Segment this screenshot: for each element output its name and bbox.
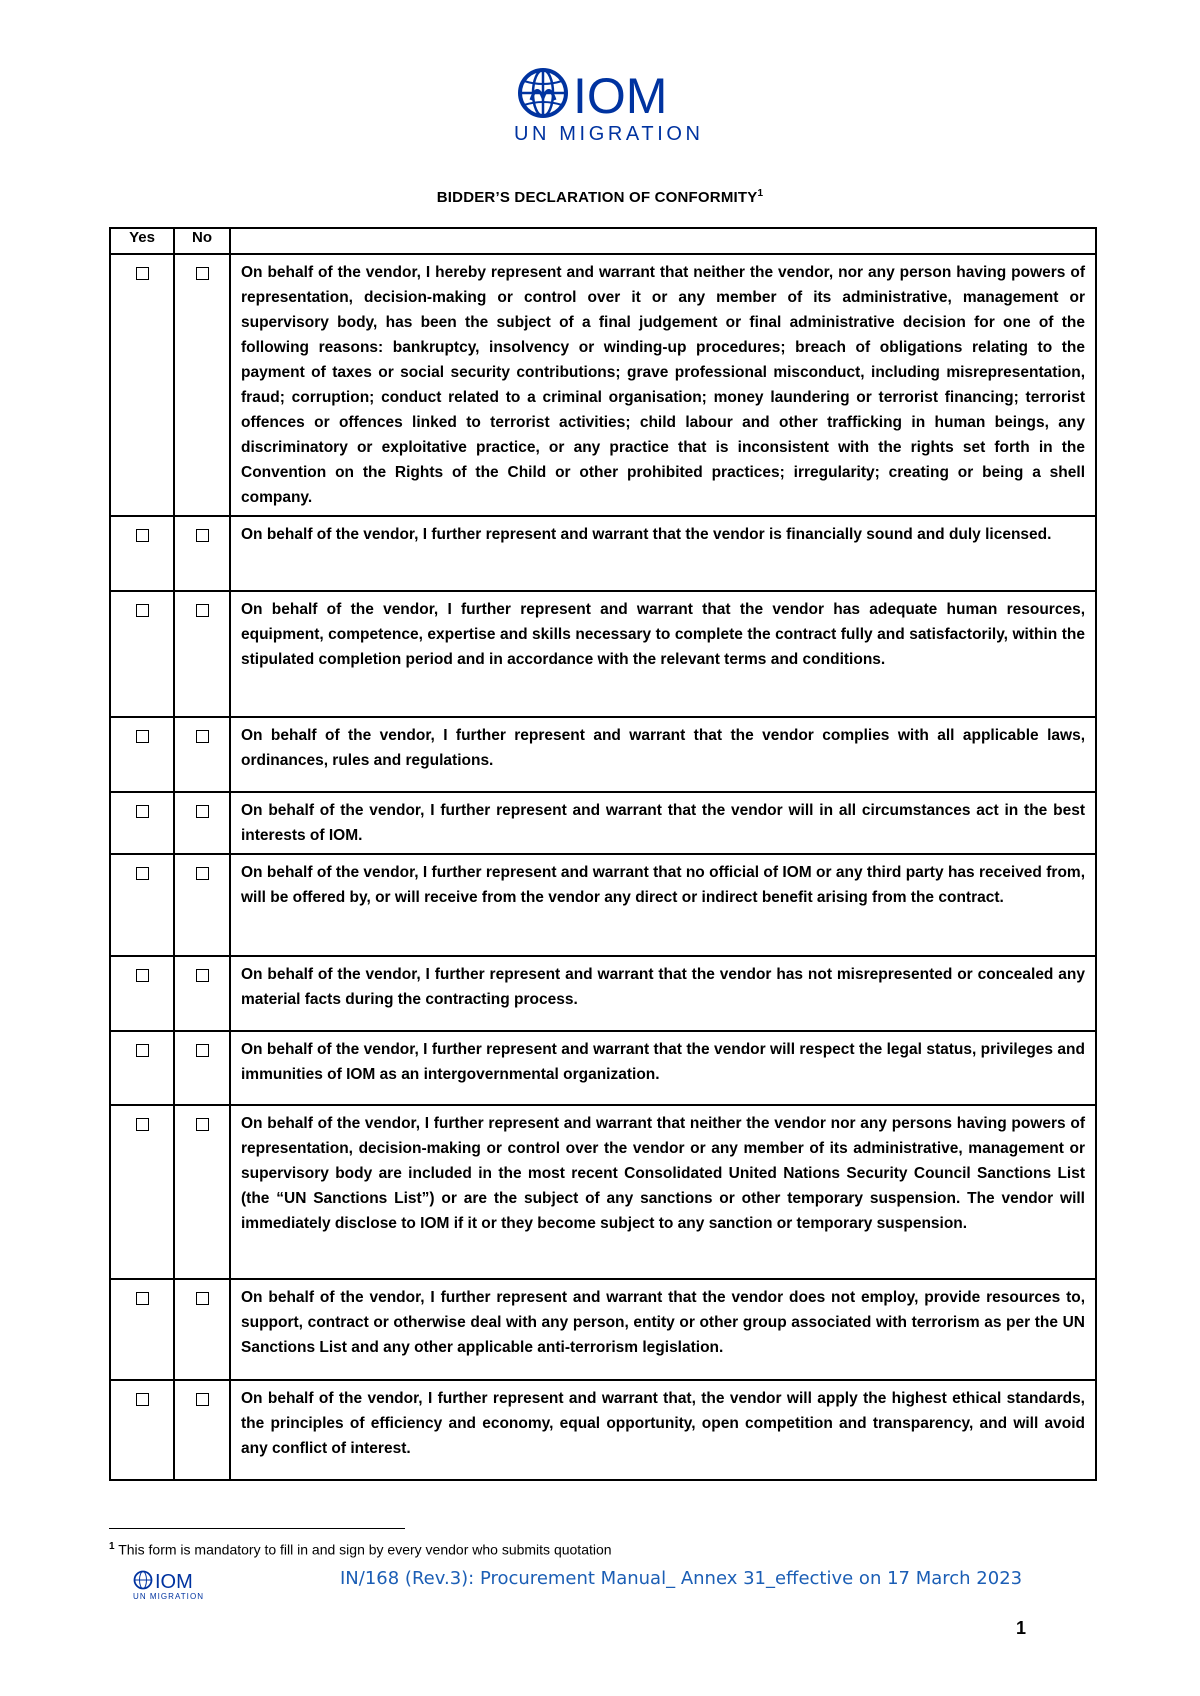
title-footnote-ref: 1 [757,188,764,199]
statement-text: On behalf of the vendor, I further represent and warrant that neither the vendor nor any persons having powers of representation, decision-making or control over the vendor or any member of its administrative, management or supervisory body are included in the most recent Consolidated United Nations Security Council Sanctions List (the “UN Sanctions List”) or are the subject of any sanctions or other temporary suspension. The vendor will immediately disclose to IOM if it or they become subject to any sanction or temporary suspension. [230,1105,1096,1279]
no-checkbox[interactable] [196,867,209,880]
logo-wordmark: IOM [573,68,668,124]
yes-checkbox[interactable] [136,1118,149,1131]
footnote-ref: 1 [109,1541,115,1552]
no-checkbox[interactable] [196,1393,209,1406]
declaration-table [109,227,1097,1481]
yes-cell [110,591,174,717]
yes-cell [110,717,174,792]
yes-checkbox[interactable] [136,267,149,280]
statement-text: On behalf of the vendor, I further represent and warrant that the vendor does not employ, provide resources to, support, contract or otherwise deal with any person, entity or other group associated with terrorism as per the UN Sanctions List and any other applicable anti-terrorism legislation. [230,1279,1096,1380]
no-cell [174,1105,230,1279]
no-checkbox[interactable] [196,1044,209,1057]
col-header-yes: Yes [110,228,174,254]
logo-subtitle: UN MIGRATION [514,123,700,144]
table-row [110,1031,1096,1105]
iom-logo [513,68,703,144]
table-row [110,1105,1096,1279]
yes-cell [110,254,174,516]
table-row [110,1380,1096,1480]
no-cell [174,591,230,717]
statement-text: On behalf of the vendor, I further represent and warrant that the vendor complies with all applicable laws, ordinances, rules and regulations. [230,717,1096,792]
footer-globe-icon [135,1572,152,1589]
globe-icon [520,70,566,116]
footer-logo-wordmark: IOM [155,1571,193,1593]
no-checkbox[interactable] [196,1292,209,1305]
yes-checkbox[interactable] [136,805,149,818]
table-row [110,254,1096,516]
yes-checkbox[interactable] [136,1044,149,1057]
col-header-statement [230,228,1096,254]
no-checkbox[interactable] [196,730,209,743]
title-text: BIDDER’S DECLARATION OF CONFORMITY [436,189,758,206]
footer-document-reference: IN/168 (Rev.3): Procurement Manual_ Annex 31_effective on 17 March 2023 [340,1568,1023,1589]
page-number: 1 [1016,1618,1027,1638]
yes-cell [110,1279,174,1380]
table-row [110,854,1096,956]
no-cell [174,792,230,854]
yes-checkbox[interactable] [136,867,149,880]
footer-logo-subtitle: UN MIGRATION [133,1592,203,1601]
statement-text: On behalf of the vendor, I hereby represent and warrant that neither the vendor, nor any person having powers of representation, decision-making or control over it or any member of its administrative, management or supervisory body, has been the subject of a final judgement or final administrative decision for one of the following reasons: bankruptcy, insolvency or winding-up procedures; breach of obligations relating to the payment of taxes or social security contributions; grave professional misconduct, including misrepresentation, fraud; corruption; conduct related to a criminal organisation; money laundering or terrorist financing; terrorist offences or offences linked to terrorist activities; child labour and other trafficking in human beings, any discriminatory or exploitative practice, or any practice that is inconsistent with the rights set forth in the Convention on the Rights of the Child or other prohibited practices; irregularity; creating or being a shell company. [230,254,1096,516]
no-checkbox[interactable] [196,969,209,982]
no-checkbox[interactable] [196,604,209,617]
yes-cell [110,516,174,591]
footnote-divider [109,1528,405,1529]
no-cell [174,1380,230,1480]
no-cell [174,717,230,792]
table-row [110,516,1096,591]
page-title [0,188,1200,206]
statement-text: On behalf of the vendor, I further represent and warrant that the vendor will respect the legal status, privileges and immunities of IOM as an intergovernmental organization. [230,1031,1096,1105]
no-cell [174,254,230,516]
yes-checkbox[interactable] [136,1292,149,1305]
table-row [110,792,1096,854]
table-row [110,591,1096,717]
table-row [110,956,1096,1031]
statement-text: On behalf of the vendor, I further represent and warrant that, the vendor will apply the highest ethical standards, the principles of efficiency and economy, equal opportunity, open competition and transparency, and will avoid any conflict of interest. [230,1380,1096,1480]
footnote [109,1541,612,1558]
statement-text: On behalf of the vendor, I further represent and warrant that the vendor has adequate human resources, equipment, competence, expertise and skills necessary to complete the contract fully and satisfactorily, within the stipulated completion period and in accordance with the relevant terms and conditions. [230,591,1096,717]
no-checkbox[interactable] [196,529,209,542]
no-checkbox[interactable] [196,1118,209,1131]
no-cell [174,854,230,956]
table-row [110,717,1096,792]
statement-text: On behalf of the vendor, I further represent and warrant that the vendor is financially sound and duly licensed. [230,516,1096,591]
no-checkbox[interactable] [196,267,209,280]
no-cell [174,1031,230,1105]
no-cell [174,1279,230,1380]
yes-cell [110,956,174,1031]
yes-cell [110,1031,174,1105]
footnote-text: This form is mandatory to fill in and sign by every vendor who submits quotation [118,1541,612,1558]
yes-cell [110,1380,174,1480]
statement-text: On behalf of the vendor, I further represent and warrant that the vendor will in all circumstances act in the best interests of IOM. [230,792,1096,854]
table-row [110,1279,1096,1380]
yes-checkbox[interactable] [136,730,149,743]
no-checkbox[interactable] [196,805,209,818]
yes-cell [110,854,174,956]
yes-cell [110,1105,174,1279]
yes-cell [110,792,174,854]
statement-text: On behalf of the vendor, I further represent and warrant that the vendor has not misrepresented or concealed any material facts during the contracting process. [230,956,1096,1031]
col-header-no: No [174,228,230,254]
yes-checkbox[interactable] [136,1393,149,1406]
footer-iom-logo [133,1570,205,1602]
yes-checkbox[interactable] [136,604,149,617]
statement-text: On behalf of the vendor, I further represent and warrant that no official of IOM or any third party has received from, will be offered by, or will receive from the vendor any direct or indirect benefit arising from the contract. [230,854,1096,956]
no-cell [174,956,230,1031]
yes-checkbox[interactable] [136,969,149,982]
no-cell [174,516,230,591]
yes-checkbox[interactable] [136,529,149,542]
table-header-row [110,228,1096,254]
